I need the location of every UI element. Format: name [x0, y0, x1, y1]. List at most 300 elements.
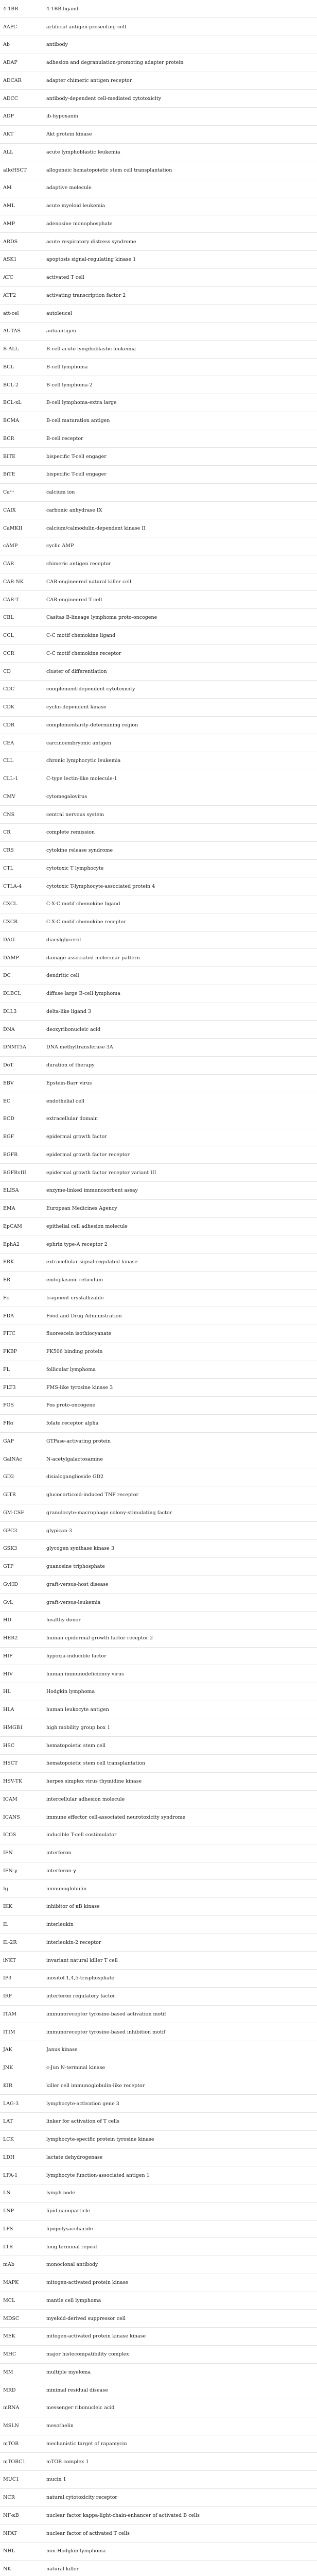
- definition-cell: endoplasmic reticulum: [43, 1271, 317, 1289]
- abbreviation-cell: BCL: [0, 358, 43, 376]
- table-row: [0, 1110, 317, 1128]
- abbreviation-cell: CAIX: [0, 501, 43, 519]
- table-row: [0, 1468, 317, 1486]
- abbreviation-cell: AML: [0, 197, 43, 215]
- abbreviation-cell: DNMT3A: [0, 1039, 43, 1057]
- abbreviation-cell: AKT: [0, 125, 43, 143]
- abbreviation-cell: GITR: [0, 1486, 43, 1504]
- definition-cell: folate receptor alpha: [43, 1414, 317, 1432]
- definition-cell: B-cell lymphoma-extra large: [43, 394, 317, 412]
- abbreviation-cell: CAR: [0, 555, 43, 573]
- definition-cell: minimal residual disease: [43, 2381, 317, 2399]
- definition-cell: fluorescein isothiocyanate: [43, 1325, 317, 1343]
- table-row: [0, 215, 317, 233]
- abbreviation-cell: LNP: [0, 2202, 43, 2220]
- table-row: [0, 967, 317, 985]
- definition-cell: Food and Drug Administration: [43, 1307, 317, 1325]
- abbreviation-cell: ADCC: [0, 90, 43, 108]
- table-row: [0, 1755, 317, 1773]
- definition-cell: mTOR complex 1: [43, 2453, 317, 2471]
- definition-cell: monoclonal antibody: [43, 2256, 317, 2274]
- table-row: [0, 1289, 317, 1307]
- definition-cell: human leukocyte antigen: [43, 1701, 317, 1719]
- abbreviation-cell: GD2: [0, 1468, 43, 1486]
- table-row: [0, 323, 317, 341]
- abbreviation-cell: CRS: [0, 841, 43, 859]
- definition-cell: glucocorticoid-induced TNF receptor: [43, 1486, 317, 1504]
- table-row: [0, 1647, 317, 1665]
- abbreviation-cell: mAb: [0, 2256, 43, 2274]
- definition-cell: interferon regulatory factor: [43, 1987, 317, 2005]
- abbreviation-cell: BCR: [0, 430, 43, 448]
- table-row: [0, 2506, 317, 2524]
- definition-cell: glypican-3: [43, 1522, 317, 1540]
- definition-cell: GTPase-activating protein: [43, 1432, 317, 1450]
- table-row: [0, 501, 317, 519]
- definition-cell: lymphocyte-activation gene 3: [43, 2095, 317, 2113]
- abbreviation-cell: MCL: [0, 2292, 43, 2310]
- table-row: [0, 1450, 317, 1468]
- table-row: [0, 1665, 317, 1683]
- abbreviation-cell: DC: [0, 967, 43, 985]
- table-row: [0, 752, 317, 770]
- definition-cell: C-C motif chemokine ligand: [43, 626, 317, 645]
- definition-cell: myeloid-derived suppressor cell: [43, 2310, 317, 2328]
- abbreviation-cell: FKBP: [0, 1343, 43, 1361]
- table-row: [0, 1719, 317, 1737]
- definition-cell: bispecific T-cell engager: [43, 448, 317, 466]
- table-row: [0, 824, 317, 842]
- abbreviation-cell: MHC: [0, 2345, 43, 2363]
- definition-cell: healthy donor: [43, 1612, 317, 1630]
- table-row: [0, 1343, 317, 1361]
- table-row: [0, 2005, 317, 2023]
- table-row: [0, 1701, 317, 1719]
- abbreviation-cell: ITIM: [0, 2023, 43, 2041]
- table-row: [0, 931, 317, 949]
- abbreviation-cell: FITC: [0, 1325, 43, 1343]
- abbreviation-cell: HIF: [0, 1647, 43, 1665]
- abbreviation-cell: LN: [0, 2184, 43, 2202]
- definition-cell: inducible T-cell costimulator: [43, 1826, 317, 1844]
- abbreviation-cell: ERK: [0, 1253, 43, 1272]
- abbreviation-cell: LAT: [0, 2113, 43, 2131]
- abbreviation-cell: AAPC: [0, 18, 43, 36]
- abbreviation-cell: ITAM: [0, 2005, 43, 2023]
- definition-cell: adapter chimeric antigen receptor: [43, 72, 317, 90]
- definition-cell: complete remission: [43, 824, 317, 842]
- abbreviation-cell: ICANS: [0, 1808, 43, 1826]
- definition-cell: apoptosis signal-regulating kinase 1: [43, 251, 317, 269]
- table-row: [0, 1790, 317, 1808]
- definition-cell: C-type lectin-like molecule-1: [43, 770, 317, 788]
- abbreviation-cell: ADAP: [0, 54, 43, 72]
- table-row: [0, 1271, 317, 1289]
- table-row: [0, 1504, 317, 1522]
- abbreviation-cell: ATC: [0, 268, 43, 286]
- table-row: [0, 895, 317, 913]
- table-row: [0, 806, 317, 824]
- table-row: [0, 985, 317, 1003]
- definition-cell: carcinoembryonic antigen: [43, 734, 317, 752]
- abbreviation-cell: mTORC1: [0, 2453, 43, 2471]
- definition-cell: major histocompatibility complex: [43, 2345, 317, 2363]
- table-row: [0, 2023, 317, 2041]
- table-row: [0, 1003, 317, 1021]
- definition-cell: high mobility group box 1: [43, 1719, 317, 1737]
- definition-cell: autoantigen: [43, 323, 317, 341]
- abbreviation-cell: Ca²⁺: [0, 483, 43, 501]
- abbreviation-cell: Fc: [0, 1289, 43, 1307]
- abbreviation-cell: EGFRvIII: [0, 1164, 43, 1182]
- abbreviation-cell: AM: [0, 179, 43, 197]
- table-row: [0, 2328, 317, 2346]
- definition-cell: natural cytotoxicity receptor: [43, 2488, 317, 2506]
- table-row: [0, 2310, 317, 2328]
- table-row: [0, 698, 317, 716]
- definition-cell: cyclin-dependent kinase: [43, 698, 317, 716]
- abbreviation-cell: ICAM: [0, 1790, 43, 1808]
- definition-cell: immune effector cell-associated neurotoxicity syndrome: [43, 1808, 317, 1826]
- definition-cell: complementarity-determining region: [43, 716, 317, 734]
- definition-cell: cytotoxic T-lymphocyte-associated protein 4: [43, 877, 317, 895]
- abbreviation-cell: CaMKII: [0, 519, 43, 537]
- abbreviation-cell: DoT: [0, 1056, 43, 1074]
- table-row: [0, 1039, 317, 1057]
- abbreviation-cell: MEK: [0, 2328, 43, 2346]
- definition-cell: lymphocyte-specific protein tyrosine kinase: [43, 2130, 317, 2148]
- table-row: [0, 233, 317, 251]
- abbreviation-cell: GSK3: [0, 1540, 43, 1558]
- table-row: [0, 1235, 317, 1253]
- definition-cell: cytokine release syndrome: [43, 841, 317, 859]
- abbreviation-cell: GvL: [0, 1594, 43, 1612]
- abbreviation-cell: HMGB1: [0, 1719, 43, 1737]
- definition-cell: extracellular domain: [43, 1110, 317, 1128]
- abbreviation-cell: EBV: [0, 1074, 43, 1092]
- abbreviation-cell: IL-2R: [0, 1934, 43, 1952]
- table-row: [0, 72, 317, 90]
- abbreviation-cell: HSCT: [0, 1755, 43, 1773]
- abbreviation-cell: MSLN: [0, 2417, 43, 2435]
- table-row: [0, 1199, 317, 1217]
- definition-cell: interleukin-2 receptor: [43, 1934, 317, 1952]
- definition-cell: graft-versus-host disease: [43, 1575, 317, 1594]
- definition-cell: central nervous system: [43, 806, 317, 824]
- abbreviation-cell: ASK1: [0, 251, 43, 269]
- definition-cell: diacylglycerol: [43, 931, 317, 949]
- abbreviation-cell: CD: [0, 663, 43, 681]
- definition-cell: mesothelin: [43, 2417, 317, 2435]
- table-row: [0, 1397, 317, 1415]
- table-row: [0, 483, 317, 501]
- abbreviation-cell: DLL3: [0, 1003, 43, 1021]
- table-row: [0, 1970, 317, 1988]
- table-row: [0, 1379, 317, 1397]
- definition-cell: mechanistic target of rapamycin: [43, 2435, 317, 2453]
- definition-cell: epidermal growth factor receptor: [43, 1146, 317, 1164]
- definition-cell: acute respiratory distress syndrome: [43, 233, 317, 251]
- definition-cell: long terminal repeat: [43, 2238, 317, 2256]
- definition-cell: C-X-C motif chemokine receptor: [43, 913, 317, 931]
- abbreviation-cell: BiTE: [0, 466, 43, 484]
- definition-cell: human epidermal growth factor receptor 2: [43, 1629, 317, 1647]
- abbreviation-cell: iNKT: [0, 1952, 43, 1970]
- abbreviation-cell: IFN: [0, 1844, 43, 1862]
- abbreviation-cell: GalNAc: [0, 1450, 43, 1468]
- abbreviation-cell: NCR: [0, 2488, 43, 2506]
- definition-cell: carbonic anhydrase IX: [43, 501, 317, 519]
- abbreviation-cell: Ab: [0, 36, 43, 54]
- definition-cell: adaptive molecule: [43, 179, 317, 197]
- table-row: [0, 1182, 317, 1200]
- definition-cell: lymphocyte function-associated antigen 1: [43, 2166, 317, 2184]
- abbreviation-cell: DAMP: [0, 949, 43, 967]
- definition-cell: fragment crystallizable: [43, 1289, 317, 1307]
- definition-cell: hematopoietic stem cell: [43, 1737, 317, 1755]
- abbreviation-cell: mRNA: [0, 2399, 43, 2417]
- table-row: [0, 1826, 317, 1844]
- abbreviation-cell: ELISA: [0, 1182, 43, 1200]
- abbreviation-cell: LFA-1: [0, 2166, 43, 2184]
- definition-cell: herpes simplex virus thymidine kinase: [43, 1772, 317, 1790]
- table-row: [0, 609, 317, 627]
- abbreviation-cell: NF-κB: [0, 2506, 43, 2524]
- definition-cell: interferon: [43, 1844, 317, 1862]
- abbreviation-cell: IFN-γ: [0, 1862, 43, 1880]
- abbreviation-cell: ALL: [0, 143, 43, 161]
- abbreviation-cell: EMA: [0, 1199, 43, 1217]
- abbreviation-cell: CAR-T: [0, 591, 43, 609]
- table-row: [0, 2113, 317, 2131]
- abbreviation-cell: LCK: [0, 2130, 43, 2148]
- abbreviation-cell: CMV: [0, 788, 43, 806]
- table-row: [0, 430, 317, 448]
- definition-cell: European Medicines Agency: [43, 1199, 317, 1217]
- definition-cell: extracellular signal-regulated kinase: [43, 1253, 317, 1272]
- table-row: [0, 1056, 317, 1074]
- definition-cell: deoxyribonucleic acid: [43, 1021, 317, 1039]
- table-row: [0, 2417, 317, 2435]
- definition-cell: inositol 1,4,5-trisphosphate: [43, 1970, 317, 1988]
- table-row: [0, 1540, 317, 1558]
- table-row: [0, 1253, 317, 1272]
- definition-cell: granulocyte-macrophage colony-stimulating factor: [43, 1504, 317, 1522]
- table-row: [0, 90, 317, 108]
- definition-cell: guanosine triphosphate: [43, 1557, 317, 1575]
- definition-cell: follicular lymphoma: [43, 1361, 317, 1379]
- abbreviation-cell: GTP: [0, 1557, 43, 1575]
- table-row: [0, 1594, 317, 1612]
- definition-cell: B-cell lymphoma: [43, 358, 317, 376]
- abbreviation-cell: CTLA-4: [0, 877, 43, 895]
- table-row: [0, 663, 317, 681]
- table-row: [0, 1325, 317, 1343]
- table-row: [0, 2471, 317, 2489]
- definition-cell: non-Hodgkin lymphoma: [43, 2543, 317, 2561]
- table-row: [0, 1146, 317, 1164]
- abbreviation-cell: GM-CSF: [0, 1504, 43, 1522]
- abbreviation-cell: ICOS: [0, 1826, 43, 1844]
- abbreviation-cell: HLA: [0, 1701, 43, 1719]
- definition-cell: linker for activation of T cells: [43, 2113, 317, 2131]
- abbreviation-cell: HL: [0, 1683, 43, 1701]
- table-row: [0, 1952, 317, 1970]
- definition-cell: human immunodeficiency virus: [43, 1665, 317, 1683]
- abbreviation-cell: IKK: [0, 1898, 43, 1916]
- definition-cell: interleukin: [43, 1916, 317, 1934]
- definition-cell: graft-versus-leukemia: [43, 1594, 317, 1612]
- definition-cell: enzyme-linked immunosorbent assay: [43, 1182, 317, 1200]
- abbreviation-cell: JNK: [0, 2059, 43, 2077]
- table-row: [0, 0, 317, 18]
- abbreviation-cell: NFAT: [0, 2524, 43, 2543]
- abbreviation-cell: CEA: [0, 734, 43, 752]
- table-row: [0, 2077, 317, 2095]
- definition-cell: lymph node: [43, 2184, 317, 2202]
- table-row: [0, 143, 317, 161]
- abbreviation-cell: CR: [0, 824, 43, 842]
- definition-cell: lipid nanoparticle: [43, 2202, 317, 2220]
- abbreviation-cell: LTR: [0, 2238, 43, 2256]
- definition-cell: B-cell acute lymphoblastic leukemia: [43, 340, 317, 358]
- abbreviation-cell: ADP: [0, 108, 43, 126]
- abbreviation-cell: EGF: [0, 1128, 43, 1146]
- table-row: [0, 1612, 317, 1630]
- table-row: [0, 1987, 317, 2005]
- table-row: [0, 626, 317, 645]
- definition-cell: cytomegalovirus: [43, 788, 317, 806]
- table-row: [0, 2095, 317, 2113]
- abbreviation-cell: CDR: [0, 716, 43, 734]
- table-row: [0, 1880, 317, 1898]
- abbreviation-cell: ARDS: [0, 233, 43, 251]
- abbreviation-cell: FDA: [0, 1307, 43, 1325]
- definition-cell: antibody-dependent cell-mediated cytotoxicity: [43, 90, 317, 108]
- definition-cell: complement-dependent cytotoxicity: [43, 681, 317, 699]
- definition-cell: B-cell receptor: [43, 430, 317, 448]
- table-row: [0, 1414, 317, 1432]
- definition-cell: B-cell maturation antigen: [43, 412, 317, 430]
- definition-cell: C-X-C motif chemokine ligand: [43, 895, 317, 913]
- definition-cell: lactate dehydrogenase: [43, 2148, 317, 2166]
- definition-cell: activated T cell: [43, 268, 317, 286]
- table-row: [0, 1844, 317, 1862]
- abbreviation-cell: NK: [0, 2560, 43, 2576]
- table-row: [0, 1164, 317, 1182]
- abbreviation-cell: CCR: [0, 645, 43, 663]
- abbreviation-cell: HER2: [0, 1629, 43, 1647]
- definition-cell: delta-like ligand 3: [43, 1003, 317, 1021]
- table-row: [0, 591, 317, 609]
- table-row: [0, 304, 317, 323]
- definition-cell: hypoxia-inducible factor: [43, 1647, 317, 1665]
- definition-cell: B-cell lymphoma-2: [43, 376, 317, 394]
- definition-cell: lipopolysaccharide: [43, 2220, 317, 2238]
- definition-cell: epidermal growth factor receptor variant III: [43, 1164, 317, 1182]
- definition-cell: adenosine monophosphate: [43, 215, 317, 233]
- table-row: [0, 108, 317, 126]
- table-row: [0, 1361, 317, 1379]
- definition-cell: cluster of differentiation: [43, 663, 317, 681]
- abbreviation-cell: CDK: [0, 698, 43, 716]
- definition-cell: ib-hypoxanin: [43, 108, 317, 126]
- abbreviation-cell: CXCL: [0, 895, 43, 913]
- abbreviation-cell: MM: [0, 2363, 43, 2381]
- abbreviation-cell: HD: [0, 1612, 43, 1630]
- definition-cell: FMS-like tyrosine kinase 3: [43, 1379, 317, 1397]
- definition-cell: glycogen synthase kinase 3: [43, 1540, 317, 1558]
- table-row: [0, 681, 317, 699]
- abbreviation-cell: LAG-3: [0, 2095, 43, 2113]
- table-row: [0, 448, 317, 466]
- definition-cell: chronic lymphocytic leukemia: [43, 752, 317, 770]
- table-row: [0, 2381, 317, 2399]
- table-row: [0, 1916, 317, 1934]
- abbreviation-cell: IP3: [0, 1970, 43, 1988]
- definition-cell: diffuse large B-cell lymphoma: [43, 985, 317, 1003]
- definition-cell: multiple myeloma: [43, 2363, 317, 2381]
- abbreviation-cell: AMP: [0, 215, 43, 233]
- table-row: [0, 1128, 317, 1146]
- table-row: [0, 1629, 317, 1647]
- abbreviation-cell: CTL: [0, 859, 43, 877]
- abbreviation-cell: GAP: [0, 1432, 43, 1450]
- abbreviation-cell: cAMP: [0, 537, 43, 555]
- table-row: [0, 125, 317, 143]
- table-row: [0, 1217, 317, 1235]
- definition-cell: antibody: [43, 36, 317, 54]
- definition-cell: adhesion and degranulation-promoting adapter protein: [43, 54, 317, 72]
- definition-cell: Fos proto-oncogene: [43, 1397, 317, 1415]
- abbreviation-cell: DAG: [0, 931, 43, 949]
- abbreviation-cell: BCMA: [0, 412, 43, 430]
- table-row: [0, 537, 317, 555]
- abbreviation-cell: mTOR: [0, 2435, 43, 2453]
- abbreviation-cell: MUC1: [0, 2471, 43, 2489]
- definition-cell: damage-associated molecular pattern: [43, 949, 317, 967]
- abbreviation-cell: HSV-TK: [0, 1772, 43, 1790]
- definition-cell: bispecific T-cell engager: [43, 466, 317, 484]
- table-row: [0, 877, 317, 895]
- abbreviation-cell: CBL: [0, 609, 43, 627]
- abbreviation-cell: HSC: [0, 1737, 43, 1755]
- table-row: [0, 2148, 317, 2166]
- table-row: [0, 2345, 317, 2363]
- table-row: [0, 949, 317, 967]
- definition-cell: messenger ribonucleic acid: [43, 2399, 317, 2417]
- table-row: [0, 2256, 317, 2274]
- definition-cell: dendritic cell: [43, 967, 317, 985]
- abbreviation-cell: NHL: [0, 2543, 43, 2561]
- table-row: [0, 18, 317, 36]
- abbreviation-cell: BITE: [0, 448, 43, 466]
- abbreviation-cell: GPC3: [0, 1522, 43, 1540]
- definition-cell: endothelial cell: [43, 1092, 317, 1110]
- table-row: [0, 859, 317, 877]
- definition-cell: duration of therapy: [43, 1056, 317, 1074]
- table-row: [0, 2363, 317, 2381]
- definition-cell: chimeric antigen receptor: [43, 555, 317, 573]
- definition-cell: immunoreceptor tyrosine-based inhibition motif: [43, 2023, 317, 2041]
- table-row: [0, 251, 317, 269]
- definition-cell: ephrin type-A receptor 2: [43, 1235, 317, 1253]
- table-row: [0, 841, 317, 859]
- abbreviation-cell: LDH: [0, 2148, 43, 2166]
- definition-cell: acute myeloid leukemia: [43, 197, 317, 215]
- table-row: [0, 161, 317, 179]
- table-row: [0, 2292, 317, 2310]
